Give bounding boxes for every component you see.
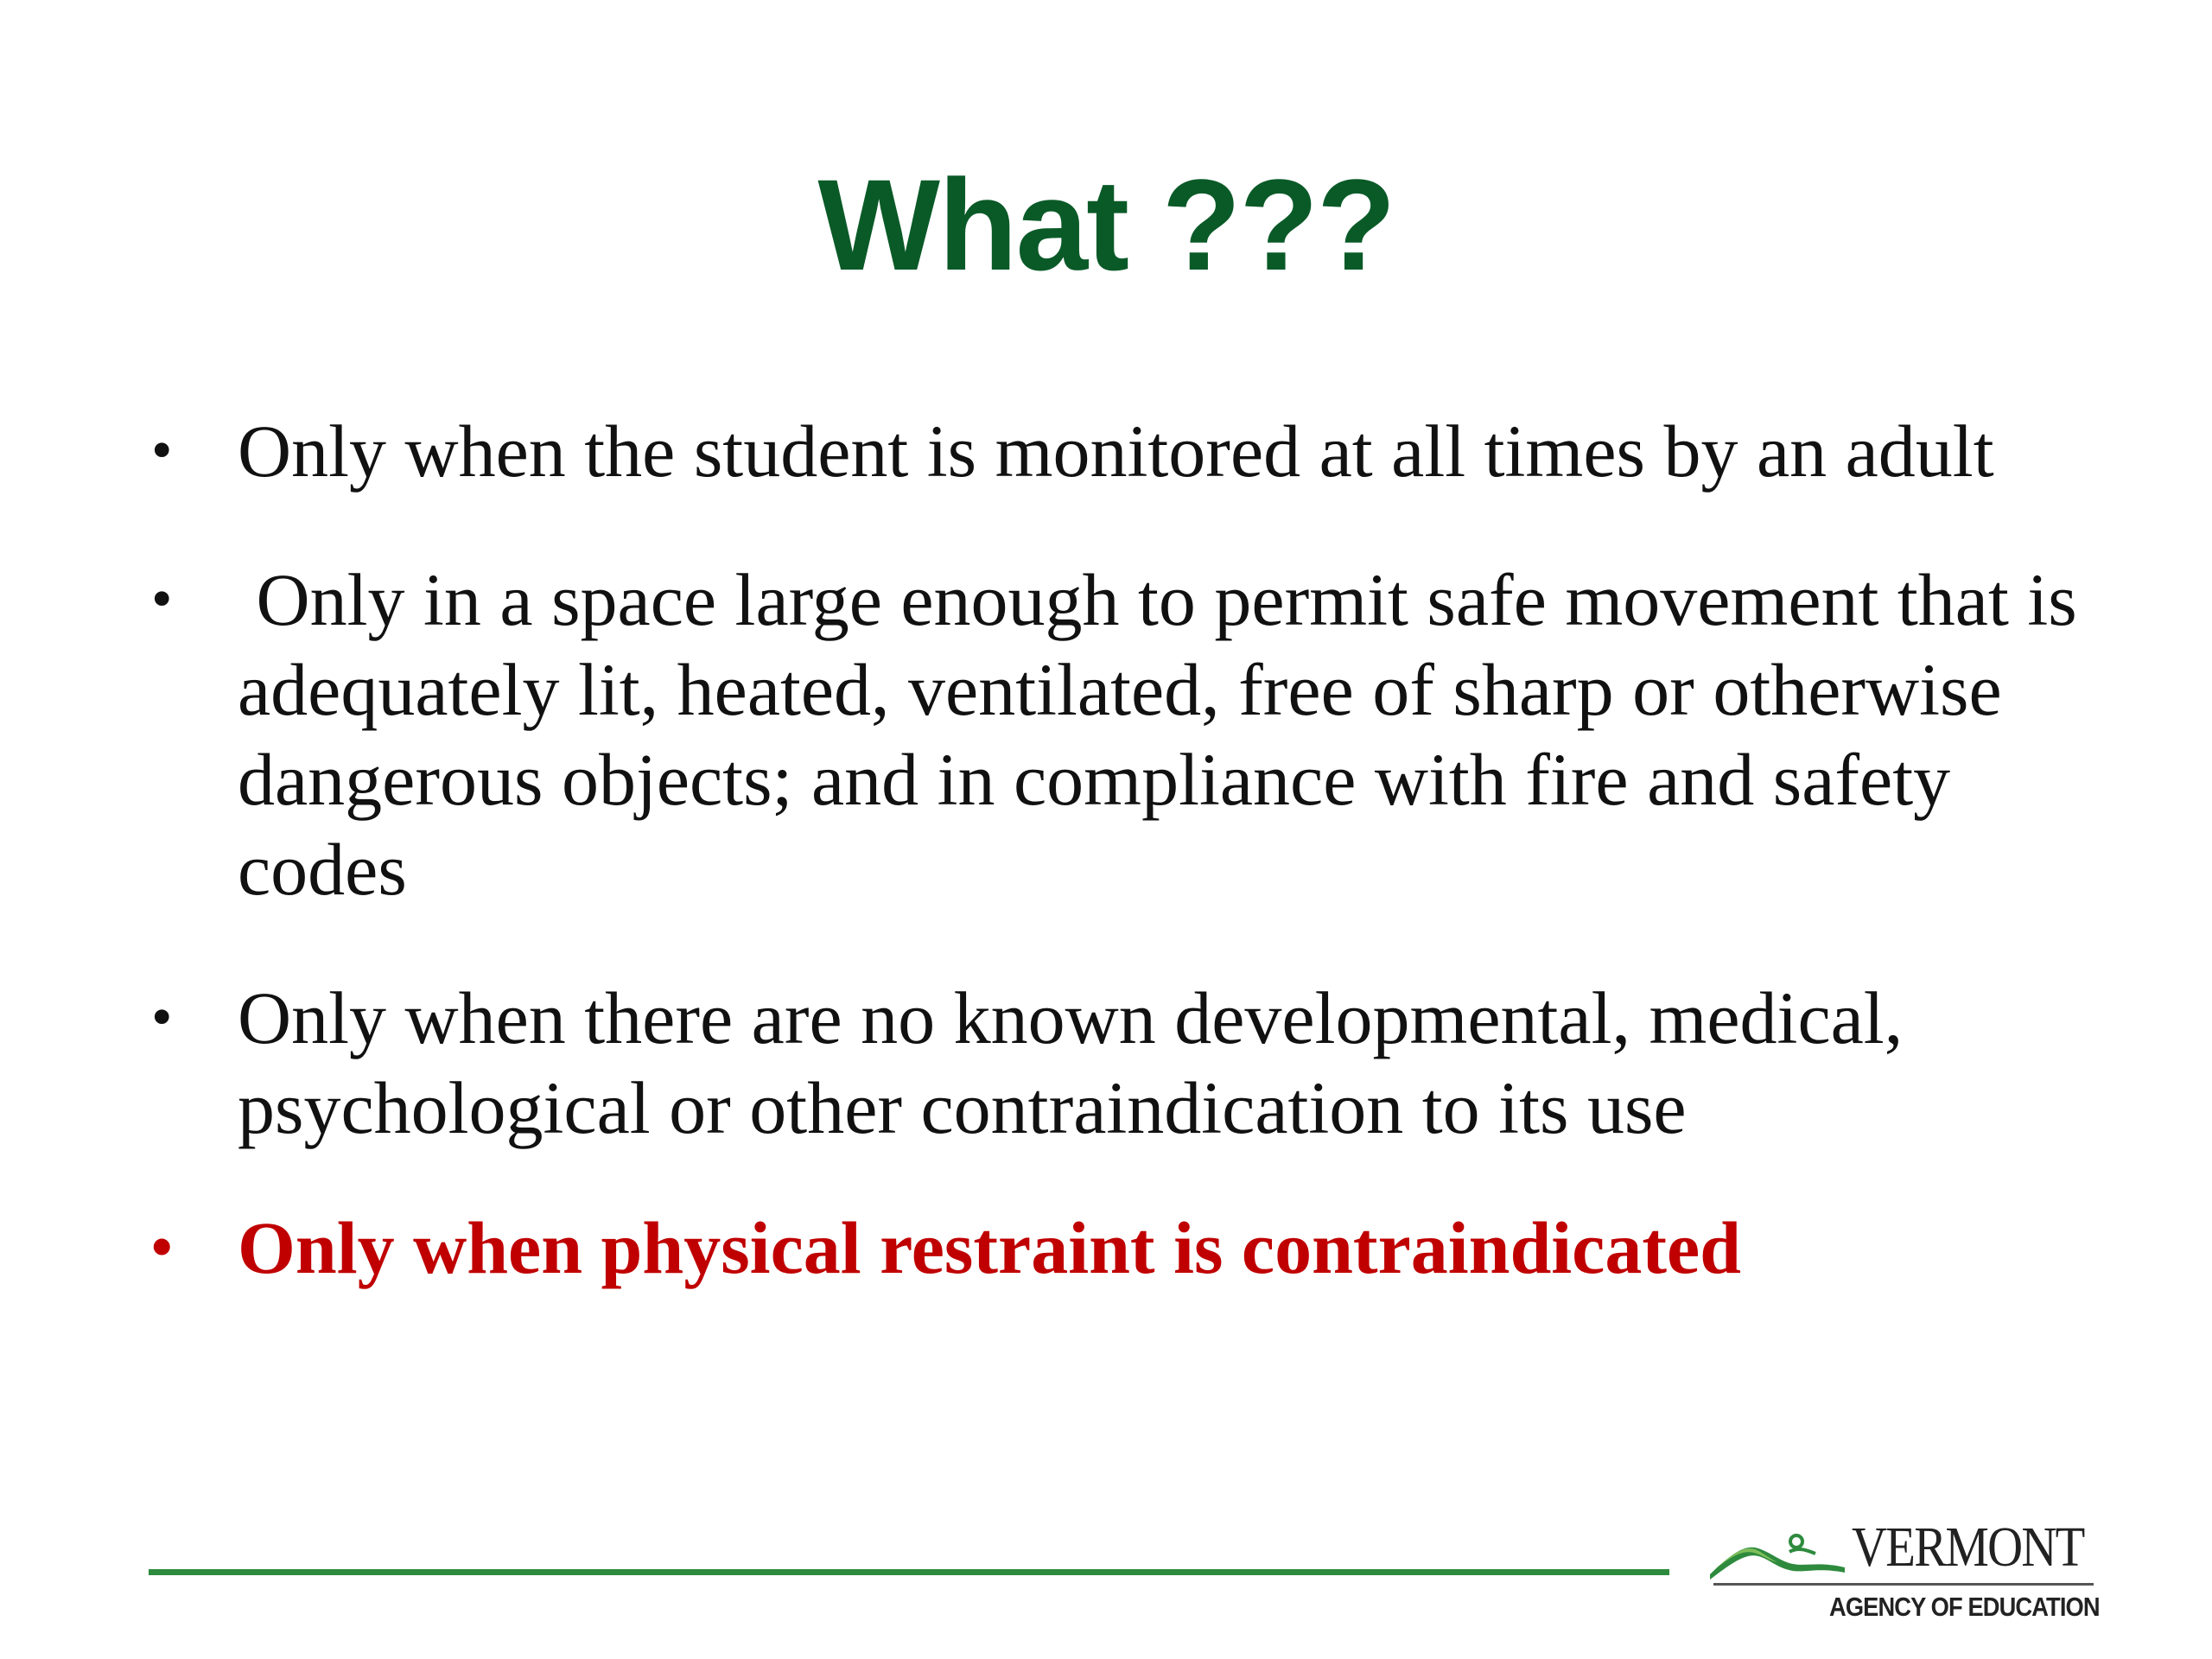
slide-title: What ??? [817, 152, 1395, 297]
bullet-text: Only when physical restraint is contraindicated [238, 1206, 1741, 1289]
bullet-text: Only when the student is monitored at all times by an adult [238, 410, 1994, 493]
vermont-agency-logo [1707, 1514, 2104, 1635]
bullet-item-contraindication [151, 973, 2113, 1153]
bullet-item-restraint-emphasis [151, 1203, 2113, 1293]
bullet-marker: • [151, 417, 173, 484]
logo-underline [1713, 1583, 2094, 1586]
footer-divider [149, 1569, 1669, 1575]
bullet-item-monitored [151, 406, 2113, 496]
logo-subtitle: AGENCY OF EDUCATION [1829, 1592, 2100, 1622]
logo-wordmark: VERMONT [1852, 1516, 2084, 1579]
bullet-item-space [151, 555, 2113, 914]
bullet-marker: • [151, 566, 173, 632]
bullet-text: Only when there are no known developmental, medical, psychological or other contraindication to its use [238, 976, 1904, 1149]
bullet-marker: • [151, 1214, 173, 1281]
bullet-marker: • [151, 984, 173, 1051]
mountain-logo-icon [1707, 1514, 1853, 1592]
bullet-text: Only in a space large enough to permit safe movement that is adequately lit, heated, ventilated, free of sharp or otherwise dangerous objects; and in compliance with fire and safety codes [238, 558, 2096, 911]
bullet-list [151, 406, 2113, 1293]
